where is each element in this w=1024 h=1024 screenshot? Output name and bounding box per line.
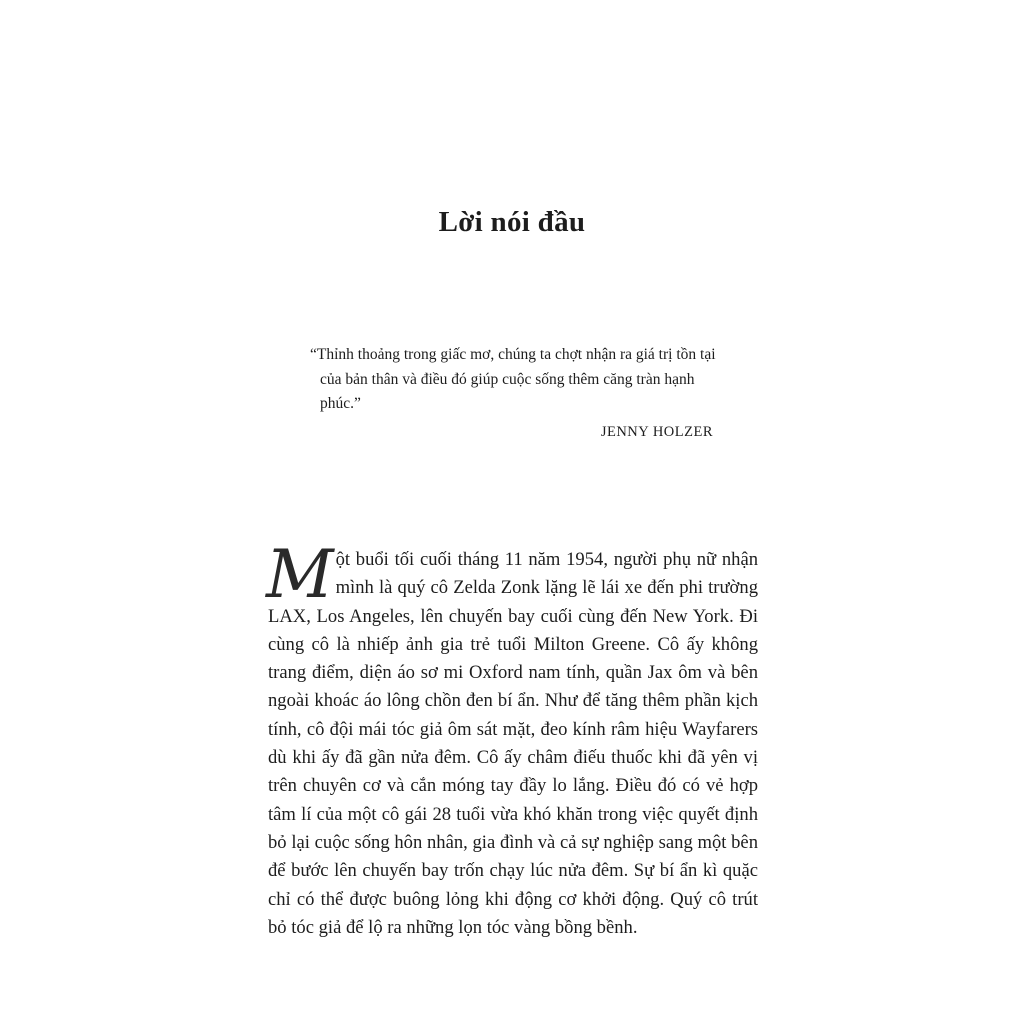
body-paragraph bbox=[266, 536, 758, 942]
epigraph-quote: “Thỉnh thoảng trong giấc mơ, chúng ta chợt nhận ra giá trị tồn tại của bản thân và điều đó giúp cuộc sống thêm căng tràn hạnh phúc.” bbox=[310, 346, 716, 412]
body-text: ột buổi tối cuối tháng 11 năm 1954, người phụ nữ nhận mình là quý cô Zelda Zonk lặng lẽ lái xe đến phi trường LAX, Los Angeles, lên chuyến bay cuối cùng đến New York. Đi cùng cô là nhiếp ảnh gia trẻ tuổi Milton Greene. Cô ấy không trang điểm, diện áo sơ mi Oxford nam tính, quần Jax ôm và bên ngoài khoác áo lông chồn đen bí ẩn. Như để tăng thêm phần kịch tính, cô đội mái tóc giả ôm sát mặt, đeo kính râm hiệu Wayfarers dù khi ấy đã gần nửa đêm. Cô ấy châm điếu thuốc khi đã yên vị trên chuyên cơ và cắn móng tay đầy lo lắng. Điều đó có vẻ hợp tâm lí của một cô gái 28 tuổi vừa khó khăn trong việc quyết định bỏ lại cuộc sống hôn nhân, gia đình và cả sự nghiệp sang một bên để bước lên chuyến bay trốn chạy lúc nửa đêm. Sự bí ẩn kì quặc chỉ có thể được buông lỏng khi động cơ khởi động. Quý cô trút bỏ tóc giả để lộ ra những lọn tóc vàng bồng bềnh. bbox=[268, 549, 758, 938]
epigraph bbox=[310, 343, 720, 444]
drop-cap: M bbox=[266, 536, 334, 613]
epigraph-author: JENNY HOLZER bbox=[600, 423, 713, 440]
chapter-title: Lời nói đầu bbox=[438, 206, 586, 238]
